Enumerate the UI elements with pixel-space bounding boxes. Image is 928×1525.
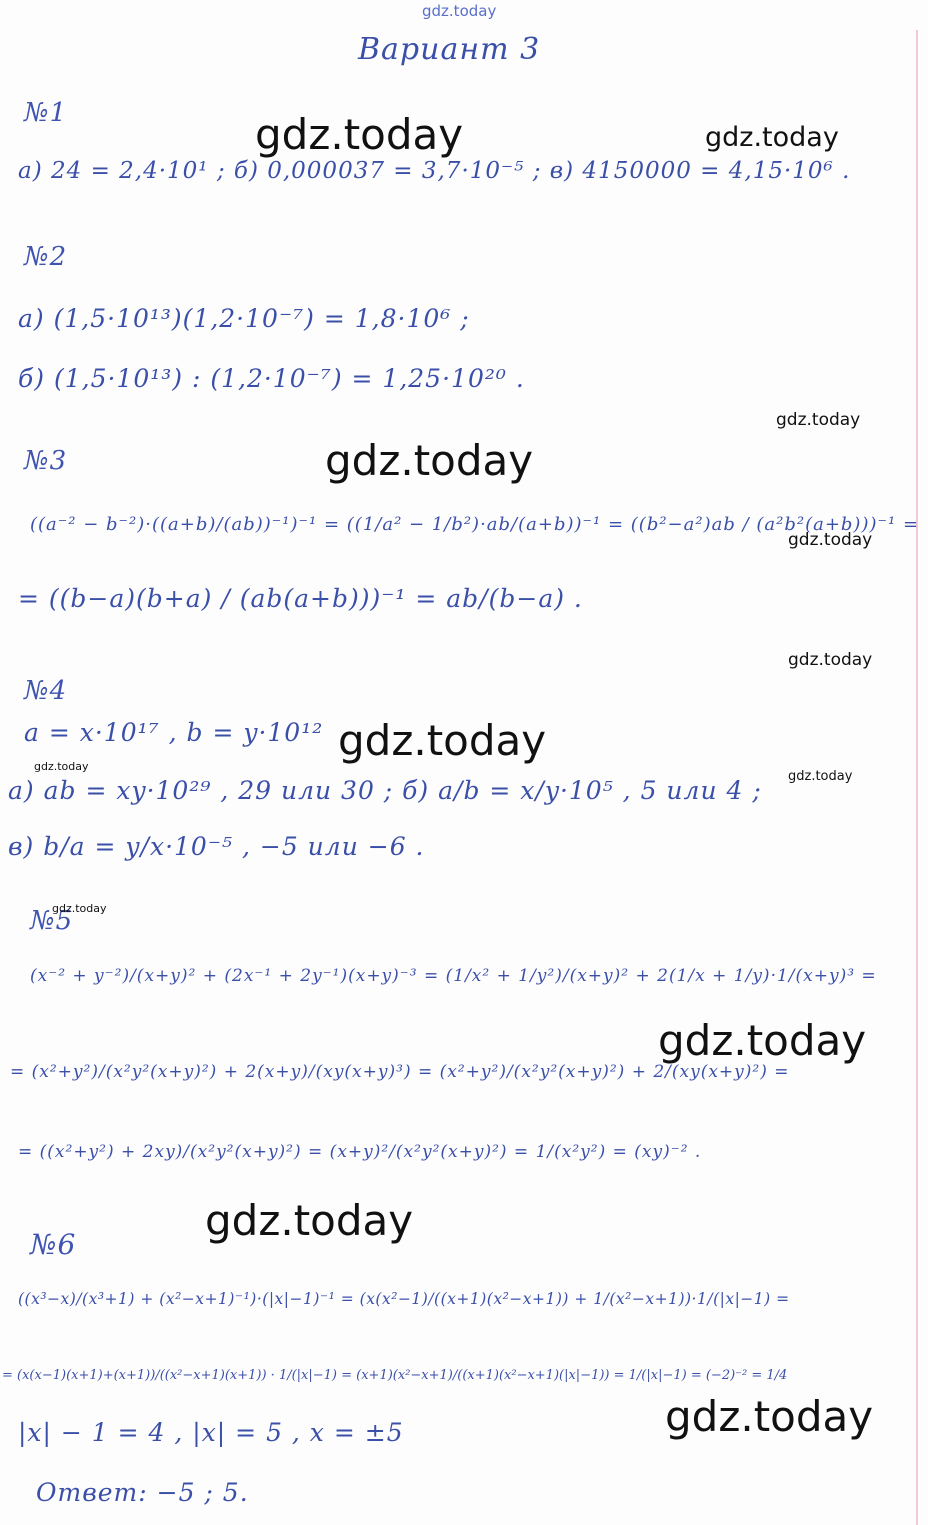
task-5-line-2: = (x²+y²)/(x²y²(x+y)²) + 2(x+y)/(xy(x+y)³) = (x²+y²)/(x²y²(x+y)²) + 2/(xy(x+y)²) = xyxy=(10,1062,790,1082)
task-6-answer: Ответ: −5 ; 5. xyxy=(36,1478,249,1507)
site-watermark: gdz.today xyxy=(705,122,839,153)
task-6-line-1: ((x³−x)/(x³+1) + (x²−x+1)⁻¹)·(|x|−1)⁻¹ = (x(x²−1)/((x+1)(x²−x+1)) + 1/(x²−x+1))·1/(|x|−1) = xyxy=(18,1290,790,1308)
task-2-line-2: б) (1,5·10¹³) : (1,2·10⁻⁷) = 1,25·10²⁰ . xyxy=(18,364,525,393)
site-watermark: gdz.today xyxy=(255,110,464,159)
site-watermark: gdz.today xyxy=(788,650,873,670)
site-watermark: gdz.today xyxy=(776,410,861,430)
site-watermark: gdz.today xyxy=(658,1016,867,1065)
site-watermark: gdz.today xyxy=(338,716,547,765)
site-watermark: gdz.today xyxy=(788,530,873,550)
task-4-label: №4 xyxy=(24,676,68,706)
margin-line xyxy=(916,30,918,1525)
task-3-label: №3 xyxy=(24,446,68,476)
task-2-line-1: а) (1,5·10¹³)(1,2·10⁻⁷) = 1,8·10⁶ ; xyxy=(18,304,470,333)
task-5-line-1: (x⁻² + y⁻²)/(x+y)² + (2x⁻¹ + 2y⁻¹)(x+y)⁻³ = (1/x² + 1/y²)/(x+y)² + 2(1/x + 1/y)·1/(x+y)³ = xyxy=(30,966,877,986)
task-6-line-2: = (x(x−1)(x+1)+(x+1))/((x²−x+1)(x+1)) · 1/(|x|−1) = (x+1)(x²−x+1)/((x+1)(x²−x+1)(|x|−1)) = 1/(|x|−1) = (−2)⁻² = 1/4 xyxy=(2,1368,788,1383)
task-5-line-3: = ((x²+y²) + 2xy)/(x²y²(x+y)²) = (x+y)²/(x²y²(x+y)²) = 1/(x²y²) = (xy)⁻² . xyxy=(18,1142,702,1162)
task-6-line-3: |x| − 1 = 4 , |x| = 5 , x = ±5 xyxy=(18,1418,404,1447)
task-1-label: №1 xyxy=(24,98,68,128)
task-3-line-1: ((a⁻² − b⁻²)·((a+b)/(ab))⁻¹)⁻¹ = ((1/a² − 1/b²)·ab/(a+b))⁻¹ = ((b²−a²)ab / (a²b²(a+b)))⁻¹ = xyxy=(30,514,920,535)
task-3-line-2: = ((b−a)(b+a) / (ab(a+b)))⁻¹ = ab/(b−a) . xyxy=(18,584,583,613)
site-watermark: gdz.today xyxy=(665,1392,874,1441)
task-4-line-1: a = x·10¹⁷ , b = y·10¹² xyxy=(24,718,324,747)
site-watermark: gdz.today xyxy=(52,902,107,915)
task-6-label: №6 xyxy=(30,1228,77,1261)
site-watermark-top: gdz.today xyxy=(422,2,497,20)
task-2-label: №2 xyxy=(24,242,68,272)
site-watermark: gdz.today xyxy=(788,769,853,784)
site-watermark: gdz.today xyxy=(205,1196,414,1245)
page-title: Вариант 3 xyxy=(358,32,541,67)
task-4-line-3: в) b/a = y/x·10⁻⁵ , −5 или −6 . xyxy=(8,832,425,861)
site-watermark: gdz.today xyxy=(325,436,534,485)
task-4-line-2: а) ab = xy·10²⁹ , 29 или 30 ; б) a/b = x/y·10⁵ , 5 или 4 ; xyxy=(8,776,762,805)
site-watermark: gdz.today xyxy=(34,760,89,773)
task-5-label: №5 xyxy=(30,906,74,936)
task-1-line-1: а) 24 = 2,4·10¹ ; б) 0,000037 = 3,7·10⁻⁵ ; в) 4150000 = 4,15·10⁶ . xyxy=(18,158,851,184)
